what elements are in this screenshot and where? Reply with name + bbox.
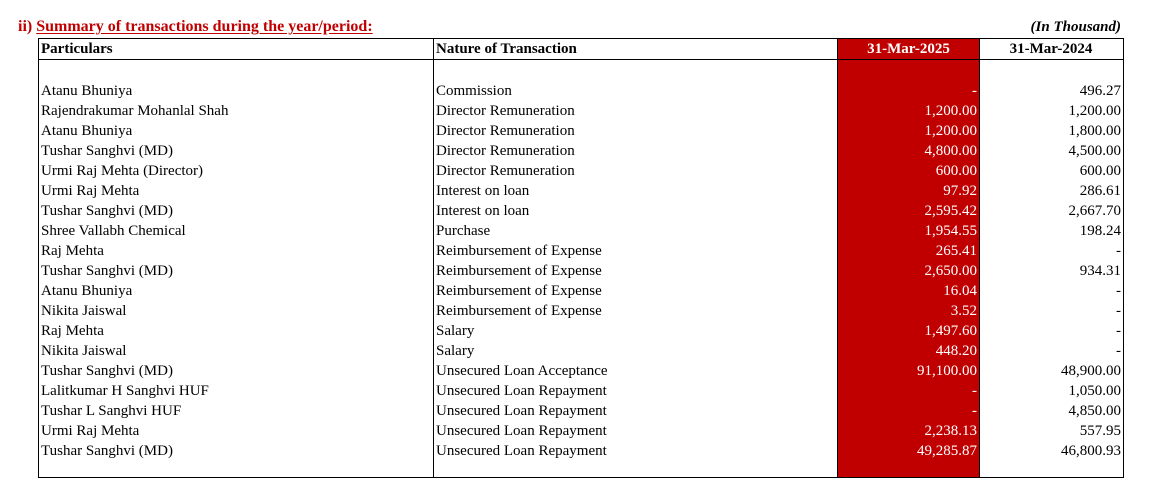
cell-2025: 2,650.00	[924, 263, 977, 279]
cell-2025: -	[972, 403, 977, 419]
cell-nature: Unsecured Loan Acceptance	[436, 363, 608, 379]
cell-2024: 198.24	[1079, 223, 1121, 239]
header-particulars: Particulars	[41, 41, 113, 57]
cell-nature: Director Remuneration	[436, 123, 575, 139]
section-title: Summary of transactions during the year/period:	[36, 18, 373, 35]
cell-particulars: Nikita Jaiswal	[41, 303, 127, 319]
cell-particulars: Urmi Raj Mehta	[41, 423, 140, 439]
cell-2025: 265.41	[935, 243, 977, 259]
cell-2024: 2,667.70	[1068, 203, 1121, 219]
cell-2025: 49,285.87	[917, 443, 977, 459]
cell-2025: 1,954.55	[924, 223, 977, 239]
cell-particulars: Urmi Raj Mehta	[41, 183, 140, 199]
cell-nature: Purchase	[436, 223, 491, 239]
table-row	[39, 441, 1123, 461]
cell-particulars: Raj Mehta	[41, 323, 104, 339]
cell-2024: 496.27	[1079, 83, 1121, 99]
cell-nature: Commission	[436, 83, 512, 99]
cell-nature: Salary	[436, 343, 475, 359]
table-row	[39, 161, 1123, 181]
cell-particulars: Shree Vallabh Chemical	[41, 223, 186, 239]
cell-nature: Reimbursement of Expense	[436, 283, 602, 299]
cell-2024: 46,800.93	[1061, 443, 1121, 459]
cell-nature: Director Remuneration	[436, 163, 575, 179]
cell-2024: -	[1116, 323, 1121, 339]
units-note: (In Thousand)	[1030, 19, 1121, 35]
cell-nature: Reimbursement of Expense	[436, 263, 602, 279]
cell-particulars: Rajendrakumar Mohanlal Shah	[41, 103, 229, 119]
cell-2025: 91,100.00	[917, 363, 977, 379]
table-row	[39, 181, 1123, 201]
table-row	[39, 121, 1123, 141]
cell-nature: Reimbursement of Expense	[436, 243, 602, 259]
cell-2025: 2,595.42	[924, 203, 977, 219]
cell-2024: 48,900.00	[1061, 363, 1121, 379]
cell-2025: 16.04	[943, 283, 977, 299]
cell-2025: 448.20	[935, 343, 977, 359]
cell-2024: -	[1116, 343, 1121, 359]
cell-2024: 1,800.00	[1068, 123, 1121, 139]
table-row	[39, 241, 1123, 261]
cell-particulars: Atanu Bhuniya	[41, 123, 133, 139]
cell-2024: 600.00	[1079, 163, 1121, 179]
cell-2025: 1,497.60	[924, 323, 977, 339]
cell-nature: Interest on loan	[436, 183, 530, 199]
cell-nature: Director Remuneration	[436, 143, 575, 159]
table-row	[39, 101, 1123, 121]
cell-2025: 4,800.00	[924, 143, 977, 159]
cell-2024: 4,850.00	[1068, 403, 1121, 419]
table-row	[39, 361, 1123, 381]
table-row	[39, 201, 1123, 221]
cell-particulars: Lalitkumar H Sanghvi HUF	[41, 383, 209, 399]
cell-particulars: Tushar Sanghvi (MD)	[41, 143, 173, 159]
cell-particulars: Tushar Sanghvi (MD)	[41, 363, 173, 379]
table-row	[39, 141, 1123, 161]
cell-particulars: Atanu Bhuniya	[41, 283, 133, 299]
cell-nature: Unsecured Loan Repayment	[436, 423, 607, 439]
cell-2025: -	[972, 83, 977, 99]
table-row	[39, 321, 1123, 341]
cell-2024: -	[1116, 283, 1121, 299]
cell-2025: -	[972, 383, 977, 399]
transactions-table	[38, 38, 1124, 478]
cell-2024: 1,200.00	[1068, 103, 1121, 119]
header-2024: 31-Mar-2024	[1009, 41, 1093, 57]
cell-particulars: Nikita Jaiswal	[41, 343, 127, 359]
cell-nature: Interest on loan	[436, 203, 530, 219]
cell-2025: 97.92	[943, 183, 977, 199]
section-number: ii)	[18, 18, 33, 35]
cell-2025: 3.52	[950, 303, 977, 319]
cell-2025: 1,200.00	[924, 103, 977, 119]
cell-particulars: Tushar Sanghvi (MD)	[41, 203, 173, 219]
cell-2025: 1,200.00	[924, 123, 977, 139]
cell-2024: -	[1116, 303, 1121, 319]
cell-nature: Director Remuneration	[436, 103, 575, 119]
cell-nature: Unsecured Loan Repayment	[436, 443, 607, 459]
cell-2024: -	[1116, 243, 1121, 259]
cell-nature: Salary	[436, 323, 475, 339]
cell-2024: 557.95	[1079, 423, 1121, 439]
table-row	[39, 81, 1123, 101]
table-row	[39, 381, 1123, 401]
table-row	[39, 421, 1123, 441]
cell-2025: 2,238.13	[924, 423, 977, 439]
cell-2025: 600.00	[935, 163, 977, 179]
cell-particulars: Raj Mehta	[41, 243, 104, 259]
cell-2024: 286.61	[1079, 183, 1121, 199]
cell-particulars: Tushar Sanghvi (MD)	[41, 263, 173, 279]
table-header	[39, 39, 1123, 60]
table-row	[39, 341, 1123, 361]
cell-2024: 1,050.00	[1068, 383, 1121, 399]
cell-particulars: Atanu Bhuniya	[41, 83, 133, 99]
cell-2024: 934.31	[1079, 263, 1121, 279]
cell-2024: 4,500.00	[1068, 143, 1121, 159]
table-row	[39, 221, 1123, 241]
table-row	[39, 281, 1123, 301]
cell-particulars: Tushar Sanghvi (MD)	[41, 443, 173, 459]
cell-nature: Unsecured Loan Repayment	[436, 383, 607, 399]
cell-particulars: Tushar L Sanghvi HUF	[41, 403, 182, 419]
cell-nature: Reimbursement of Expense	[436, 303, 602, 319]
header-nature: Nature of Transaction	[436, 41, 577, 57]
cell-nature: Unsecured Loan Repayment	[436, 403, 607, 419]
table-row	[39, 401, 1123, 421]
cell-particulars: Urmi Raj Mehta (Director)	[41, 163, 204, 179]
section-heading	[18, 18, 373, 36]
header-2025: 31-Mar-2025	[867, 41, 950, 57]
table-body	[39, 81, 1123, 461]
table-row	[39, 301, 1123, 321]
table-row	[39, 261, 1123, 281]
